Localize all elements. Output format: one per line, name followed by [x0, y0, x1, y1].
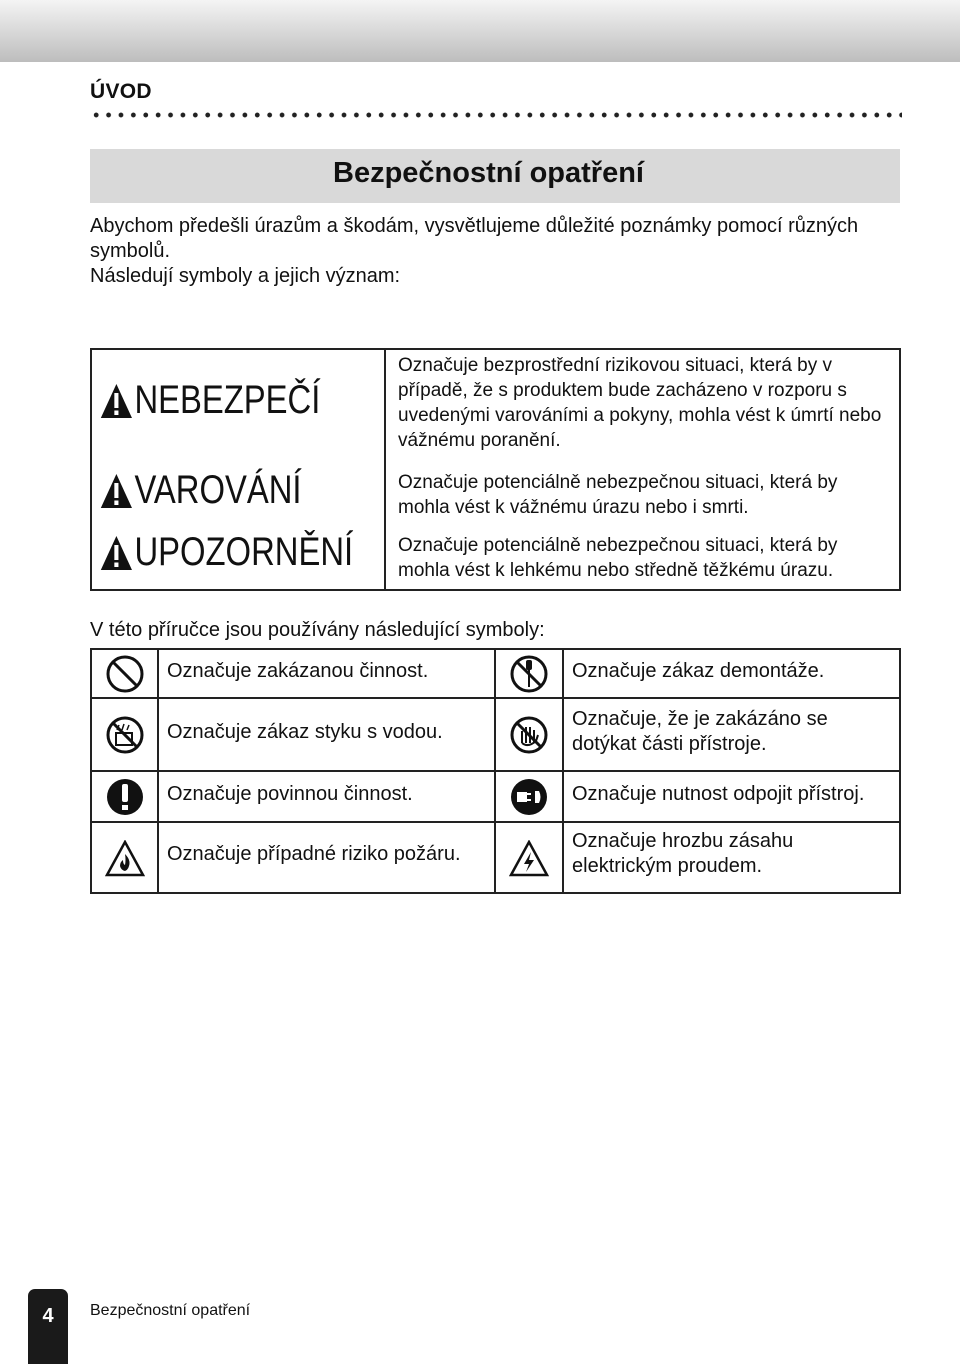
prohibited-icon: [92, 650, 157, 697]
signal-word-label: VAROVÁNÍ: [134, 468, 302, 512]
intro-text: [90, 214, 900, 289]
signal-word-label: UPOZORNĚNÍ: [134, 530, 354, 574]
section-label: ÚVOD: [90, 80, 152, 103]
signal-word-caution: [100, 530, 353, 575]
warning-triangle-icon: [100, 383, 133, 419]
symbol-description: Označuje zakázanou činnost.: [167, 660, 429, 682]
page-number-tab: [28, 1289, 68, 1364]
signal-description: Označuje potenciálně nebezpečnou situaci, která by mohla vést k lehkému nebo středně těžkému úrazu.: [398, 535, 838, 581]
signal-word-label: NEBEZPEČÍ: [134, 378, 321, 422]
header-bar: [0, 0, 960, 62]
symbols-caption: V této příručce jsou používány následující symboly:: [90, 619, 545, 641]
no-water-icon: [92, 699, 157, 770]
page-number: 4: [42, 1305, 54, 1327]
unplug-icon: [496, 772, 562, 821]
symbol-description: Označuje nutnost odpojit přístroj.: [572, 783, 865, 805]
dotted-divider: [90, 110, 902, 120]
page-title: Bezpečnostní opatření: [333, 157, 644, 189]
symbols-table: [90, 648, 901, 894]
fire-hazard-icon: [92, 823, 157, 894]
signal-words-table: [90, 348, 901, 591]
intro-paragraph: Abychom předešli úrazům a škodám, vysvětlujeme důležité poznámky pomocí různých symbolů.: [90, 215, 859, 262]
symbol-description: Označuje zákaz styku s vodou.: [167, 721, 443, 743]
symbol-description: Označuje hrozbu zásahu elektrickým proudem.: [572, 830, 794, 877]
signal-word-warning: [100, 468, 302, 513]
warning-triangle-icon: [100, 535, 133, 571]
title-band: [90, 149, 900, 203]
symbol-description: Označuje povinnou činnost.: [167, 783, 413, 805]
symbol-description: Označuje zákaz demontáže.: [572, 660, 825, 682]
intro-paragraph: Následují symboly a jejich význam:: [90, 265, 401, 287]
warning-triangle-icon: [100, 473, 133, 509]
signal-description: Označuje potenciálně nebezpečnou situaci, která by mohla vést k vážnému úrazu nebo i smrti.: [398, 472, 838, 518]
table-divider: [384, 350, 386, 589]
footer-section-title: Bezpečnostní opatření: [90, 1302, 251, 1319]
no-touch-icon: [496, 699, 562, 770]
electric-shock-icon: [496, 823, 562, 894]
signal-description: Označuje bezprostřední rizikovou situaci, která by v případě, že s produktem bude zacházeno v rozporu s uvedenými varováními a pokyny, mohla vést k úmrtí nebo vážnému poranění.: [398, 355, 882, 451]
signal-word-danger: [100, 378, 320, 423]
symbol-description: Označuje, že je zakázáno se dotýkat části přístroje.: [572, 708, 828, 755]
mandatory-action-icon: [92, 772, 157, 821]
no-disassembly-icon: [496, 650, 562, 697]
symbol-description: Označuje případné riziko požáru.: [167, 843, 461, 865]
